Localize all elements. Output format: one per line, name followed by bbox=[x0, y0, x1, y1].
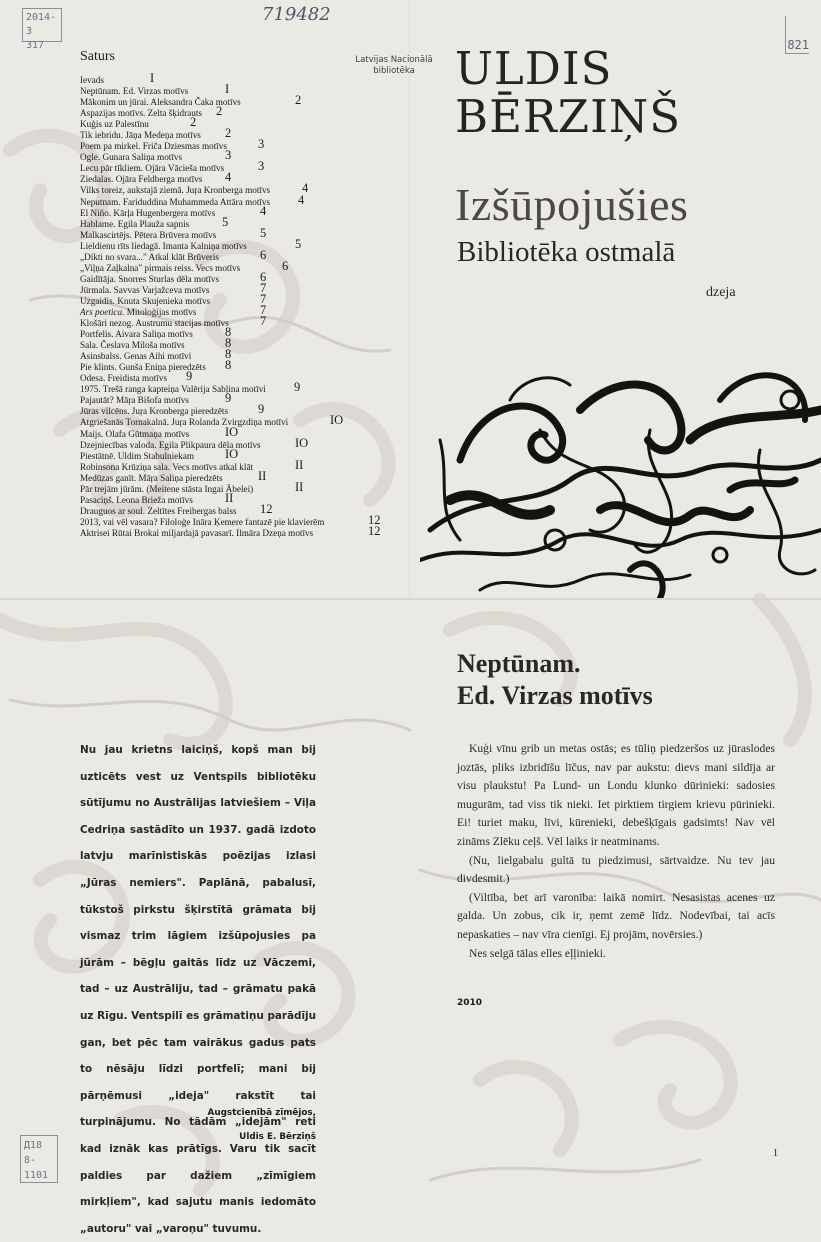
toc-entry-title: Maijs. Olafa Gūtmaņa motīvs bbox=[80, 428, 190, 439]
preface bbox=[80, 737, 316, 1242]
poem-paragraph: (Nu, lielgabalu gultā tu piedzimusi, sārtvaidze. Nu tev jau divdesmit.) bbox=[457, 853, 775, 886]
toc-entry bbox=[80, 225, 400, 241]
toc-entry-page: IO bbox=[330, 413, 344, 428]
toc-entry-page: IO bbox=[225, 424, 239, 439]
preface-text: Nu jau krietns laiciņš, kopš man bij uzticēts vest uz Ventspils bibliotēku sūtījumu no Austrālijas latviešiem – Viļa Cedriņa sastādīto un 1937. gadā izdoto latvju marīnistiskās poēzijas izlasi „Jūras nemiers". Paplānā, pabalusī, tūkstoš pirkstu šķirstītā grāmata bij vismaz trim lāgiem izšūpojusies pa jūrām – bēgļu gaitās līdz uz Vāczemi, tad – uz Austrāliju, tad – grāmatu pakā uz Rīgu. Ventspilī es grāmatiņu parādīju gan, bet pēc tam vairākus gadus pats to nēsāju līdzi portfelī; mani bij pārņēmusi „ideja" rakstīt tai turpinājumu. No tādām „idejām" reti kad iznāk kas prātīgs. Varu tik sacīt paldies par dažiem „zīmīgiem mirkļiem", kad sajutu manis iedomāto „autoru" vai „varoņu" tuvumu. bbox=[80, 744, 316, 1235]
toc-entry-title: Lecu pār tīkliem. Ojāra Vācieša motīvs bbox=[80, 163, 225, 174]
toc-entry-title: Atgriešanās Tornakalnā. Juŗa Rolanda Zvirgzdiņa motīvi bbox=[80, 417, 289, 428]
toc-entry bbox=[80, 82, 400, 97]
signature-block bbox=[150, 1101, 316, 1149]
library-stamp-line: Latvijas Nacionālā bbox=[355, 55, 433, 65]
corner-number: 821 bbox=[785, 16, 809, 54]
toc-entry bbox=[80, 214, 400, 230]
page-number: 1 bbox=[773, 1148, 778, 1159]
toc-entry-title: Uzgaidis. Knuta Skujenieka motīvs bbox=[80, 295, 211, 306]
toc-entry-title: Medūzas ganīt. Māŗa Saliņa pieredzēts bbox=[80, 472, 223, 483]
toc-entry-page: 12 bbox=[260, 501, 273, 516]
toc-entry bbox=[80, 71, 400, 86]
book-title: Izšūpojušies bbox=[455, 179, 689, 230]
toc-entry-title: Robinsona Krūziņa sala. Vecs motīvs atkal klāt bbox=[80, 461, 254, 472]
toc-entry-title: Drauguos ar soul. Zeltītes Freibergas balss bbox=[80, 505, 237, 516]
toc-entry bbox=[80, 314, 400, 329]
toc-entry bbox=[80, 325, 400, 340]
toc-entry-page: 6 bbox=[260, 247, 267, 262]
toc-entry-page: 3 bbox=[258, 159, 265, 174]
toc-entry bbox=[80, 347, 400, 362]
toc-entry-title: Pasaciņš. Leona Brieža motīvs bbox=[80, 494, 193, 505]
toc-entry-title: „Viļņa Zaļkalna" pirmais reiss. Vecs motīvs bbox=[80, 262, 241, 273]
archive-stamp-line: 317 bbox=[26, 40, 45, 51]
library-stamp bbox=[354, 55, 434, 77]
toc-entry bbox=[80, 291, 400, 307]
toc-heading: Saturs bbox=[80, 49, 115, 64]
toc-entry-page: I bbox=[150, 71, 155, 85]
toc-entry-title: Asinsbalss. Genas Aihi motīvi bbox=[80, 351, 192, 362]
toc-entry-page: 8 bbox=[225, 336, 232, 351]
toc-entry-title: Aktrisei Rūtai Brokai miljardajā pavasarī. Ilmāra Dzeņa motīvs bbox=[80, 527, 314, 538]
vertical-fold bbox=[409, 0, 410, 598]
toc-entry-title: Dzejniecības valoda. Egila Plikpaura dēla motīvs bbox=[80, 439, 261, 450]
toc-entry-title: Hablame. Egila Plauža sapnis bbox=[80, 218, 190, 229]
toc-entry-title: 1975. Trešā ranga kapteiņa Valērija Sabļina motīvi bbox=[80, 384, 266, 395]
toc-entry-page: 8 bbox=[225, 358, 232, 373]
toc-entry bbox=[80, 501, 400, 517]
poem-title-line: Ed. Virzas motīvs bbox=[457, 681, 653, 710]
toc-entry-page: 3 bbox=[258, 137, 265, 152]
toc-entry-title: Odesa. Freidista motīvs bbox=[80, 373, 168, 384]
toc-entry-title-italic: Ars poetica. bbox=[80, 306, 125, 317]
toc-entry bbox=[80, 181, 400, 196]
toc-entry bbox=[80, 203, 400, 219]
toc-entry bbox=[80, 512, 400, 528]
toc-entry bbox=[80, 104, 400, 119]
toc-entry bbox=[80, 358, 400, 373]
toc-entry bbox=[80, 236, 400, 252]
toc-entry-title: Pār trejām jūrām. (Meitene stāsta Ingai Ābelei) bbox=[80, 483, 254, 494]
toc-entry-title: Jūras vilcēns. Juŗa Kronberga pieredzēts bbox=[80, 406, 229, 417]
toc-entry-title: Klošāri nezog. Austrumu stacijas motīvs bbox=[80, 318, 229, 329]
toc-entry-title: Neputnam. Fariduddina Muhammeda Attāra motīvs bbox=[80, 196, 271, 207]
toc-entry-title: 2013, vai vēl vasara? Filoloģe Ināra Ķemere fantazē pie klavierēm bbox=[80, 516, 325, 527]
toc-entry-title: Neptūnam. Ed. Virzas motīvs bbox=[80, 86, 189, 97]
toc-entry-page: 8 bbox=[225, 347, 232, 362]
toc-entry bbox=[80, 479, 400, 495]
toc-entry-title: Ars poetica. Mitoloģijas motīvs bbox=[80, 306, 197, 317]
toc-entry-page: 4 bbox=[225, 170, 232, 185]
toc-entry-title: Kuģis uz Palestīnu bbox=[80, 119, 149, 130]
genre-label: dzeja bbox=[706, 285, 736, 300]
toc-entry-page: 12 bbox=[368, 512, 381, 527]
toc-entry-page: 4 bbox=[298, 192, 305, 207]
toc-entry-page: 6 bbox=[260, 269, 267, 284]
table-of-contents bbox=[80, 71, 400, 539]
toc-entry bbox=[80, 148, 400, 163]
toc-entry-page: 2 bbox=[215, 104, 223, 119]
toc-entry bbox=[80, 126, 400, 141]
toc-entry bbox=[80, 280, 400, 296]
horizontal-fold bbox=[0, 598, 821, 600]
toc-entry-title: Mākonim un jūrai. Aleksandra Čaka motīvs bbox=[80, 97, 241, 108]
toc-entry-title: Jūrmala. Savvas Varjažceva motīvs bbox=[80, 284, 210, 295]
toc-entry bbox=[80, 170, 400, 185]
toc-entry-title: Poem pa mirkel. Friča Dziesmas motīvs bbox=[80, 141, 227, 152]
toc-entry-title: Piestātnē. Uldim Stabulniekam bbox=[80, 450, 195, 461]
toc-entry-page: 6 bbox=[282, 258, 289, 273]
poem-paragraph: Nes selgā tālas elles eļļinieki. bbox=[469, 946, 606, 960]
toc-entry-page: 4 bbox=[260, 203, 267, 218]
toc-entry-title: Gaidītāja. Snorres Sturlas dēla motīvs bbox=[80, 273, 220, 284]
toc-entry bbox=[80, 413, 400, 428]
toc-entry-title: Tik iebridu. Jāņa Medeņa motīvs bbox=[80, 130, 201, 141]
toc-entry bbox=[80, 523, 400, 539]
toc-entry bbox=[80, 369, 400, 384]
toc-entry-page: 9 bbox=[294, 380, 301, 395]
toc-entry-page: II bbox=[295, 457, 304, 472]
toc-entry-page: II bbox=[295, 479, 304, 494]
book-subtitle: Bibliotēka ostmalā bbox=[457, 236, 676, 268]
toc-entry bbox=[80, 302, 400, 318]
toc-entry-title: Ogle. Gunara Saliņa motīvs bbox=[80, 152, 183, 163]
toc-entry-page: IO bbox=[225, 446, 239, 461]
toc-entry-page: 5 bbox=[260, 225, 267, 240]
archive-stamp-line: 8-1101 bbox=[24, 1155, 49, 1181]
toc-entry bbox=[80, 424, 400, 440]
toc-entry-page: II bbox=[225, 490, 234, 505]
toc-entry-title: Sala. Česlava Miloša motīvs bbox=[80, 340, 185, 351]
toc-entry bbox=[80, 391, 400, 406]
toc-entry bbox=[80, 435, 400, 451]
toc-entry-page: 2 bbox=[225, 126, 232, 141]
toc-entry-page: 5 bbox=[222, 214, 229, 229]
archive-stamp-line: 2014-3 bbox=[26, 12, 57, 37]
toc-entry-page: 2 bbox=[295, 93, 302, 108]
toc-entry-page: 9 bbox=[186, 369, 193, 384]
toc-entry-page: IO bbox=[295, 435, 309, 450]
toc-entry-page: 7 bbox=[260, 302, 267, 317]
toc-entry-page: 4 bbox=[302, 181, 309, 196]
toc-entry bbox=[80, 115, 400, 130]
toc-entry bbox=[80, 446, 400, 462]
toc-entry-title: Pie klints. Gunša Eniņa pieredzēts bbox=[80, 362, 206, 373]
poem-title bbox=[457, 648, 653, 712]
toc-entry-title: Vilks toreiz, aukstajā ziemā. Juŗa Kronberga motīvs bbox=[80, 185, 271, 196]
toc-entry-page: 7 bbox=[260, 280, 267, 295]
author-last-name: BĒRZIŅŠ bbox=[455, 90, 682, 143]
toc-entry-title: Portfelis. Aivara Saliņa motīvs bbox=[80, 329, 193, 340]
toc-entry bbox=[80, 457, 400, 473]
toc-entry-page: II bbox=[258, 468, 267, 483]
toc-entry-page: I bbox=[225, 82, 230, 97]
toc-entry bbox=[80, 380, 400, 395]
toc-entry bbox=[80, 247, 400, 263]
closing-line: Augstcienībā zīmējos, bbox=[207, 1108, 316, 1118]
toc-entry-page: 3 bbox=[225, 148, 232, 163]
toc-entry-page: 8 bbox=[225, 325, 232, 340]
author-name bbox=[455, 42, 682, 143]
toc-entry-title: Pajautāt? Māŗa Bišofa motīvs bbox=[80, 395, 189, 406]
toc-entry-title: „Dikti no svara..." Atkal klāt Brūveris bbox=[80, 251, 219, 262]
toc-entry-title: Lieldienu rīts liedagā. Imanta Kalniņa motīvs bbox=[80, 240, 247, 251]
poem-title-line: Neptūnam. bbox=[457, 649, 581, 678]
poem-year: 2010 bbox=[457, 998, 483, 1008]
archive-stamp-line: Д18 bbox=[24, 1140, 43, 1151]
toc-entry bbox=[80, 468, 400, 484]
toc-entry bbox=[80, 93, 400, 108]
ink-illustration bbox=[420, 340, 821, 598]
toc-entry bbox=[80, 137, 400, 152]
poem-paragraph: Kuģi vīnu grib un metas ostās; es tūliņ piedzeršos uz jūraslodes joztās, pliks izbridīšu līčus, nav par aukstu: dievs mani sildīja ar visu plaukstu! Pa Lund- un Londu klunko dūrinieki: sadosies mugurām, tad viss tik nieki. Iet pirktiem tirgiem krievu pūrinieki. Ei! turiet maku, līvi, kūrenieki, debešķīgais gadsimts! Nav vēl zināms Zlēku ceļš. Vēl laiks ir neatminams. bbox=[457, 742, 775, 848]
toc-entry-page: 7 bbox=[260, 314, 267, 329]
toc-entry bbox=[80, 258, 400, 274]
toc-entry bbox=[80, 336, 400, 351]
toc-entry-title: Aspazijas motīvs. Zelta šķidrauts bbox=[80, 108, 202, 119]
signature-name: Uldis E. Bērziņš bbox=[239, 1132, 316, 1142]
toc-entry bbox=[80, 192, 400, 208]
poem-paragraph: (Viltība, bet arī varonība: laikā nomirt. Nesasistas acenes uz galda. Un zobus, cik ir, ņemt zemē līdz. Nodevībai, tai acīs nepaskaties – nav vīra cienīgi. Ej projām, novērsies.) bbox=[457, 890, 775, 941]
toc-entry-page: 7 bbox=[260, 291, 267, 306]
toc-entry-page: 12 bbox=[368, 523, 381, 538]
author-first-name: ULDIS bbox=[455, 42, 613, 95]
toc-entry-title: Ziedalas. Ojāra Feldberga motīvs bbox=[80, 174, 203, 185]
toc-entry-title: Malkascirtējs. Pētera Brūvera motīvs bbox=[80, 229, 217, 240]
toc-entry-page: 2 bbox=[190, 115, 197, 130]
handwritten-number: 719482 bbox=[262, 4, 331, 25]
archive-stamp-bottom bbox=[20, 1135, 58, 1183]
toc-entry-page: 9 bbox=[258, 402, 265, 417]
library-stamp-line: bibliotēka bbox=[373, 66, 415, 76]
toc-entry-page: 5 bbox=[295, 236, 302, 251]
toc-entry-title: Ievads bbox=[80, 75, 104, 85]
toc-entry-page: 9 bbox=[225, 391, 232, 406]
archive-stamp bbox=[22, 8, 62, 51]
toc-entry bbox=[80, 159, 400, 174]
toc-entry bbox=[80, 269, 400, 285]
toc-entry bbox=[80, 402, 400, 417]
toc-entry-title: El Niño. Kārļa Hugenbergera motīvs bbox=[80, 207, 216, 218]
poem-body bbox=[457, 740, 775, 963]
toc-entry bbox=[80, 490, 400, 506]
